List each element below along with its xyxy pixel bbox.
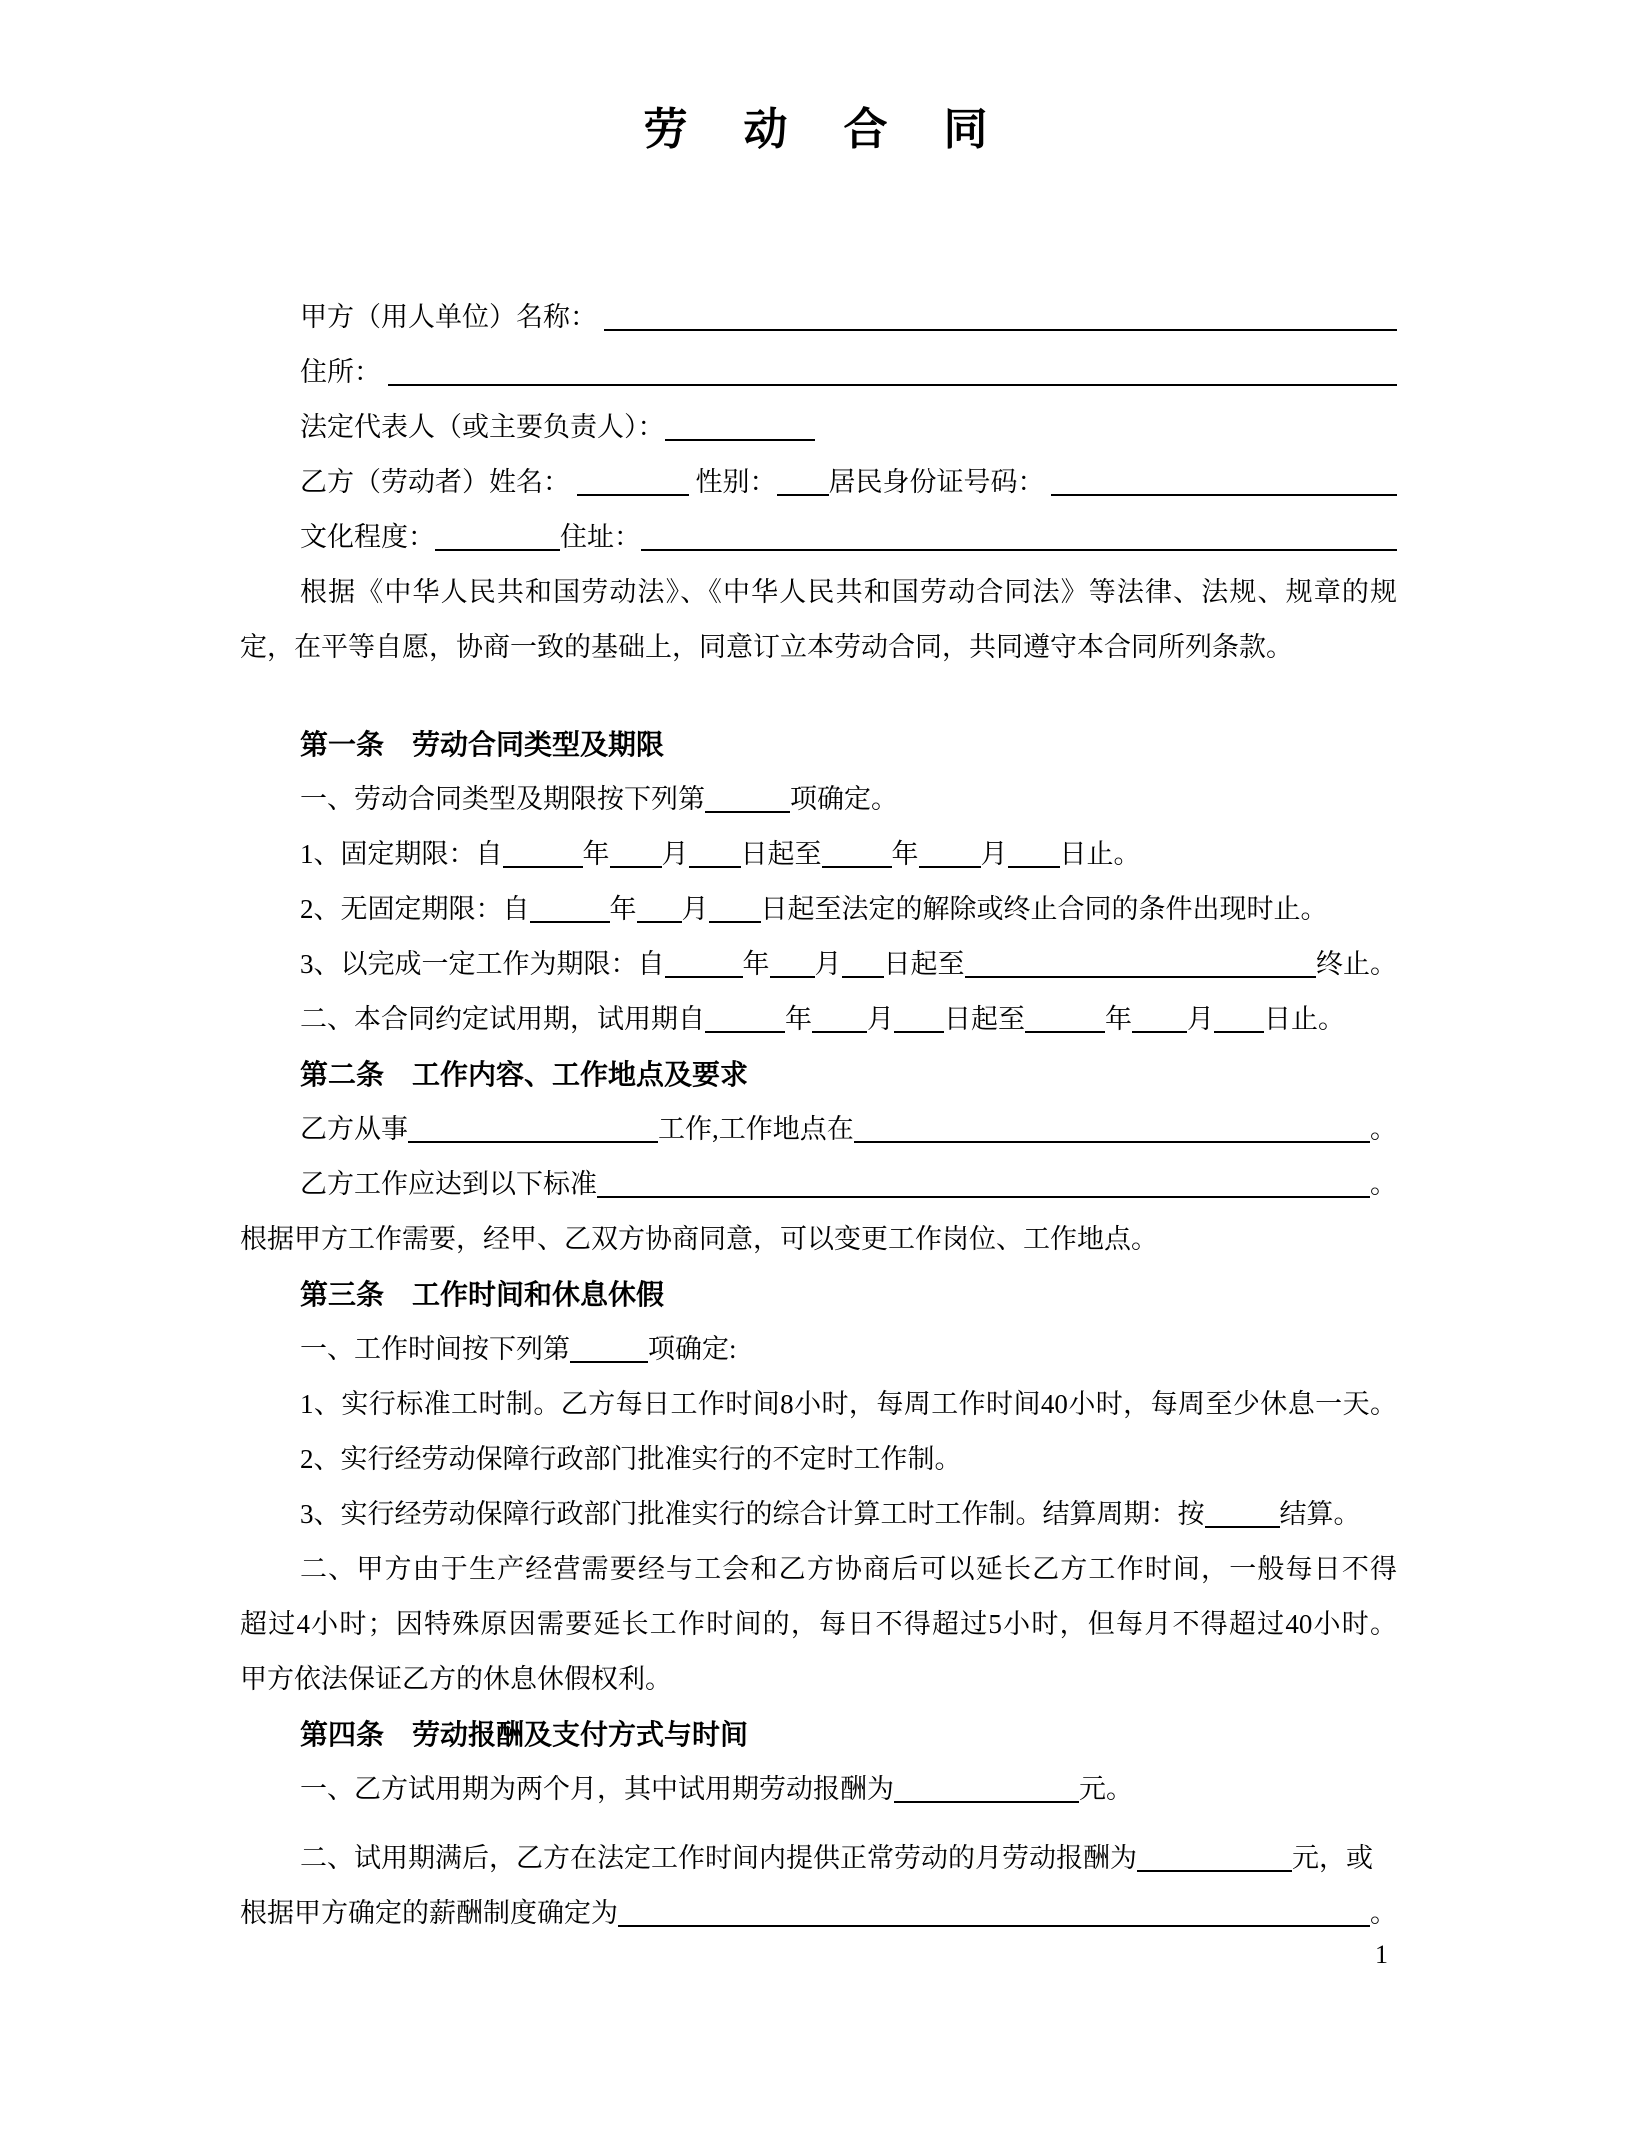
text-segment: 月 — [814, 949, 842, 979]
blank-field-underline — [1205, 1487, 1280, 1528]
text-segment: 月 — [1187, 1004, 1214, 1034]
text-segment: 乙方工作应达到以下标准 — [300, 1169, 597, 1199]
text-segment: 结算。 — [1279, 1499, 1361, 1529]
blank-field-underline — [777, 455, 829, 496]
article-3-item-2: 2、实行经劳动保障行政部门批准实行的不定时工作制。 — [300, 1444, 962, 1474]
blank-field-underline — [894, 992, 944, 1033]
legal-representative-row — [240, 400, 1397, 455]
blank-field-underline — [1132, 992, 1187, 1033]
blank-field-underline — [842, 937, 884, 978]
text-segment: 法定代表人（或主要负责人）： — [300, 412, 665, 442]
text-segment: 文化程度： — [300, 522, 435, 552]
page-number: 1 — [1375, 1940, 1388, 1969]
blank-field-underline — [919, 827, 981, 868]
article-3-clause-2-line-2: 超过4小时；因特殊原因需要延长工作时间的，每日不得超过5小时，但每月不得超过40小时。 — [240, 1609, 1397, 1639]
party-b-row — [240, 455, 1397, 510]
text-segment: 月 — [867, 1004, 894, 1034]
blank-field-underline — [812, 992, 867, 1033]
text-segment: 。 — [1370, 1114, 1397, 1144]
text-segment: 性别： — [688, 467, 777, 497]
text-segment: 日止。 — [1059, 839, 1141, 869]
text-segment: 月 — [980, 839, 1008, 869]
blank-field-underline — [705, 772, 790, 813]
text-segment: 年 — [1105, 1004, 1132, 1034]
education-row — [240, 510, 1397, 565]
text-segment: 项确定: — [648, 1334, 737, 1364]
article-3-item-3 — [240, 1487, 1397, 1542]
text-segment: 住所： — [300, 357, 388, 387]
text-segment: 2、无固定期限：自 — [300, 894, 530, 924]
blank-field-underline — [597, 1157, 1370, 1198]
article-3-heading: 第三条 工作时间和休息休假 — [300, 1279, 665, 1310]
blank-field-underline — [530, 882, 610, 923]
text-segment: 月 — [661, 839, 689, 869]
blank-field-underline — [435, 510, 560, 551]
article-1-clause-2 — [240, 992, 1397, 1047]
blank-field-underline — [965, 937, 1317, 978]
article-1-heading: 第一条 劳动合同类型及期限 — [300, 729, 665, 760]
document-lines — [240, 290, 1397, 1941]
text-segment: 。 — [1370, 1169, 1397, 1199]
text-segment: 日起至 — [944, 1004, 1025, 1034]
blank-field-underline — [618, 1886, 1370, 1927]
blank-field-underline — [665, 937, 743, 978]
blank-field-underline — [1008, 827, 1060, 868]
blank-field-underline — [1137, 1831, 1292, 1872]
article-1-item-2 — [240, 882, 1397, 937]
article-4-clause-1 — [240, 1762, 1397, 1817]
document-title: 劳 动 合 同 — [643, 105, 994, 154]
blank-field-underline — [822, 827, 892, 868]
text-segment: 二、试用期满后，乙方在法定工作时间内提供正常劳动的月劳动报酬为 — [300, 1843, 1137, 1873]
article-3-clause-2-line-1: 二、甲方由于生产经营需要经与工会和乙方协商后可以延长乙方工作时间，一般每日不得 — [300, 1554, 1397, 1584]
blank-field-underline — [570, 1322, 648, 1363]
blank-field-underline — [503, 827, 583, 868]
text-segment: 年 — [609, 894, 637, 924]
text-segment: 根据甲方确定的薪酬制度确定为 — [240, 1898, 618, 1928]
preamble-line-1: 根据《中华人民共和国劳动法》、《中华人民共和国劳动合同法》等法律、法规、规章的规 — [300, 577, 1397, 607]
blank-field-underline — [388, 345, 1397, 386]
text-segment: 终止。 — [1316, 949, 1397, 979]
blank-field-underline — [689, 827, 741, 868]
text-segment: 日起至 — [740, 839, 822, 869]
blank-field-underline — [770, 937, 815, 978]
text-segment: 年 — [891, 839, 919, 869]
text-segment: 住址： — [560, 522, 641, 552]
article-3-clause-1 — [240, 1322, 1397, 1377]
document-content — [240, 0, 1397, 1941]
text-segment: 年 — [742, 949, 770, 979]
text-segment: 一、工作时间按下列第 — [300, 1334, 570, 1364]
text-segment: 日起至法定的解除或终止合同的条件出现时止。 — [760, 894, 1328, 924]
blank-field-underline — [854, 1102, 1370, 1143]
article-2-clause-1 — [240, 1102, 1397, 1157]
preamble-line-2: 定，在平等自愿，协商一致的基础上，同意订立本劳动合同，共同遵守本合同所列条款。 — [240, 632, 1293, 662]
article-1-item-3 — [240, 937, 1397, 992]
article-2-clause-2 — [240, 1157, 1397, 1212]
text-segment: 二、本合同约定试用期，试用期自 — [300, 1004, 705, 1034]
text-segment: 一、劳动合同类型及期限按下列第 — [300, 784, 705, 814]
text-segment: 年 — [785, 1004, 812, 1034]
party-a-address-row — [240, 345, 1397, 400]
blank-field-underline — [577, 455, 689, 496]
article-4-clause-2-line-2 — [240, 1886, 1397, 1941]
text-segment: 月 — [681, 894, 709, 924]
text-segment: 甲方（用人单位）名称： — [300, 302, 604, 332]
text-segment: 项确定。 — [790, 784, 898, 814]
article-1-item-1 — [240, 827, 1397, 882]
article-4-clause-2-line-1 — [240, 1831, 1397, 1886]
blank-field-underline — [1051, 455, 1397, 496]
blank-field-underline — [705, 992, 785, 1033]
article-2-clause-3: 根据甲方工作需要，经甲、乙双方协商同意，可以变更工作岗位、工作地点。 — [240, 1224, 1158, 1254]
blank-field-underline — [894, 1762, 1079, 1803]
article-3-item-1: 1、实行标准工时制。乙方每日工作时间8小时，每周工作时间40小时，每周至少休息一天。 — [300, 1389, 1397, 1419]
text-segment: 日起至 — [883, 949, 965, 979]
text-segment: 3、实行经劳动保障行政部门批准实行的综合计算工时工作制。结算周期：按 — [300, 1499, 1205, 1529]
article-3-clause-2-line-3: 甲方依法保证乙方的休息休假权利。 — [240, 1664, 672, 1694]
blank-field-underline — [604, 290, 1397, 331]
article-4-heading: 第四条 劳动报酬及支付方式与时间 — [300, 1719, 749, 1750]
text-segment: 一、乙方试用期为两个月，其中试用期劳动报酬为 — [300, 1774, 894, 1804]
article-1-clause-1 — [240, 772, 1397, 827]
text-segment: 年 — [582, 839, 610, 869]
blank-field-underline — [637, 882, 682, 923]
blank-field-underline — [610, 827, 662, 868]
blank-field-underline — [408, 1102, 658, 1143]
text-segment: 工作,工作地点在 — [658, 1114, 854, 1144]
text-segment: 居民身份证号码： — [828, 467, 1052, 497]
text-segment: 元，或 — [1292, 1843, 1373, 1873]
text-segment: 。 — [1370, 1898, 1397, 1928]
blank-field-underline — [1214, 992, 1264, 1033]
blank-field-underline — [709, 882, 761, 923]
text-segment: 日止。 — [1264, 1004, 1345, 1034]
text-segment: 元。 — [1079, 1774, 1133, 1804]
article-2-heading: 第二条 工作内容、工作地点及要求 — [300, 1059, 749, 1090]
blank-field-underline — [641, 510, 1397, 551]
text-segment: 3、以完成一定工作为期限：自 — [300, 949, 665, 979]
blank-field-underline — [1025, 992, 1105, 1033]
text-segment: 乙方从事 — [300, 1114, 408, 1144]
blank-field-underline — [665, 400, 815, 441]
text-segment: 乙方（劳动者）姓名： — [300, 467, 577, 497]
text-segment: 1、固定期限：自 — [300, 839, 503, 869]
party-a-name-row — [240, 290, 1397, 345]
